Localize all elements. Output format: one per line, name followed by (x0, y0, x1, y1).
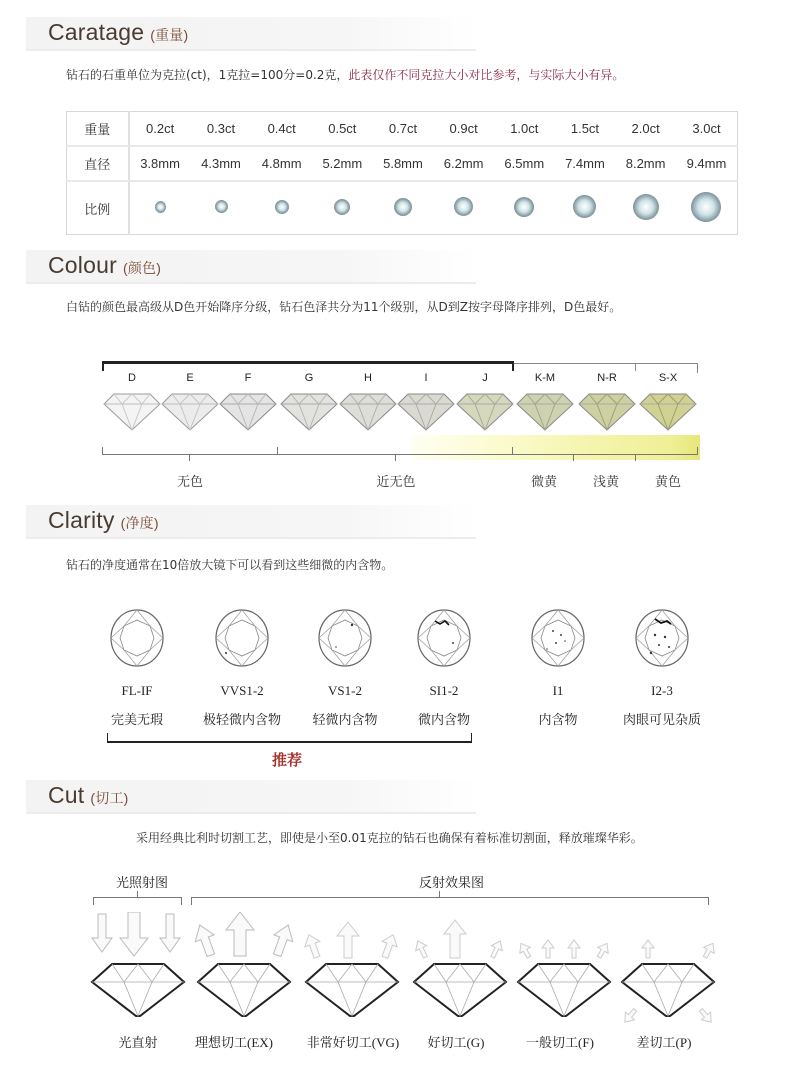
caratage-description: 钻石的石重单位为克拉(ct)，1克拉=100分=0.2克，此表仅作不同克拉大小对比参考，与实际大小有异。 (66, 68, 625, 82)
clarity-item-fl-if (87, 607, 187, 728)
bracket-tick (512, 447, 513, 455)
weight-cell: 0.2ct (129, 112, 191, 147)
cut-fair-diagram (514, 912, 614, 1022)
row-header-diameter: 直径 (67, 146, 129, 181)
diamond-scale-icon (433, 181, 494, 234)
category-colorless: 无色 (176, 474, 203, 489)
grade-label-j: J (482, 372, 488, 384)
diamond-scale-icon (555, 181, 616, 234)
bracket-tick (102, 447, 103, 455)
table-row-diameter (67, 146, 738, 181)
bracket-tick (277, 447, 278, 455)
clarity-grade: SI1-2 (429, 683, 459, 698)
row-header-weight: 重量 (67, 112, 129, 147)
diameter-cell: 8.2mm (615, 146, 676, 181)
clarity-grade: FL-IF (121, 683, 153, 698)
category-near-colorless: 近无色 (376, 474, 416, 489)
weight-cell: 0.3ct (191, 112, 252, 147)
grade-label-d: D (128, 372, 136, 384)
bracket-bottom (102, 454, 698, 455)
cut-title: Cut (切工) (48, 782, 129, 808)
grade-label-k-m: K-M (534, 372, 556, 384)
clarity-grade: VVS1-2 (220, 683, 264, 698)
yellow-gradient-band (410, 435, 700, 460)
diameter-cell: 5.2mm (312, 146, 373, 181)
diamond-scale-icon (312, 181, 373, 234)
grade-label-f: F (244, 372, 252, 384)
grade-label-h: H (364, 372, 372, 384)
bracket-tick (708, 897, 709, 905)
cut-very-good-diagram (302, 912, 402, 1022)
cut-header (26, 780, 476, 814)
bracket-tick (471, 733, 472, 743)
round-diamond-top-icon (213, 607, 271, 669)
diamond-scale-icon (373, 181, 434, 234)
cut-label-ex: 理想切工(EX) (195, 1035, 273, 1050)
weight-cell: 1.5ct (555, 112, 616, 147)
bracket-tick (697, 447, 698, 455)
recommend-label: 推荐 (272, 751, 303, 769)
cut-poor-diagram (618, 912, 718, 1032)
diamond-icon (279, 390, 339, 432)
bracket-tick (137, 891, 138, 897)
clarity-title: Clarity (净度) (48, 507, 159, 533)
diamond-scale-icon (676, 181, 738, 234)
weight-cell: 2.0ct (615, 112, 676, 147)
bracket-tick (573, 455, 574, 461)
colour-header (26, 250, 476, 284)
clarity-grade: I2-3 (651, 683, 673, 698)
round-diamond-top-icon (529, 607, 587, 669)
clarity-item-i2-3 (612, 607, 712, 728)
table-row-weight (67, 112, 738, 147)
cut-ideal-diagram (194, 912, 294, 1022)
carat-size-table (66, 111, 738, 235)
cut-label-direct: 光直射 (118, 1035, 158, 1050)
diamond-scale-icon (615, 181, 676, 234)
diameter-cell: 6.2mm (433, 146, 494, 181)
group-label-reflect: 反射效果图 (419, 875, 485, 890)
round-diamond-top-icon (415, 607, 473, 669)
diamond-icon (338, 390, 398, 432)
bracket-tick (395, 455, 396, 461)
grade-label-n-r: N-R (597, 372, 617, 384)
diamond-scale-icon (494, 181, 555, 234)
cut-label-f: 一般切工(F) (526, 1035, 594, 1050)
bracket-tick (635, 455, 636, 461)
clarity-item-vvs (192, 607, 292, 728)
weight-cell: 0.4ct (251, 112, 312, 147)
colour-scale (100, 355, 700, 495)
diameter-cell: 3.8mm (129, 146, 191, 181)
bracket-tick (189, 455, 190, 461)
round-diamond-top-icon (633, 607, 691, 669)
colour-description: 白钻的颜色最高级从D色开始降序分级，钻石色泽共分为11个级别，从D到Z按字母降序排列，D色最好。 (66, 300, 622, 314)
diameter-cell: 4.3mm (191, 146, 252, 181)
bracket-tick (181, 897, 182, 905)
diameter-cell: 6.5mm (494, 146, 555, 181)
light-direct-diagram (88, 912, 188, 1022)
cut-description: 采用经典比利时切割工艺，即使是小至0.01克拉的钻石也确保有着标准切割面，释放璀璨华彩。 (136, 831, 643, 845)
colour-title: Colour (颜色) (48, 252, 162, 278)
category-yellow: 黄色 (654, 474, 681, 489)
diameter-cell: 5.8mm (373, 146, 434, 181)
category-light-yellow: 浅黄 (592, 474, 619, 489)
diamond-scale-icon (191, 181, 252, 234)
bracket-tick (93, 897, 94, 905)
weight-cell: 0.9ct (433, 112, 494, 147)
clarity-desc: 极轻微内含物 (202, 712, 281, 727)
clarity-grade: I1 (552, 683, 564, 698)
bracket-tick (107, 733, 108, 743)
group-label-light: 光照射图 (116, 875, 169, 890)
clarity-grade: VS1-2 (328, 683, 362, 698)
bracket-light (93, 897, 182, 898)
weight-cell: 0.7ct (373, 112, 434, 147)
clarity-desc: 轻微内含物 (312, 712, 378, 727)
bracket-reflect (191, 897, 709, 898)
recommend-bracket (107, 741, 472, 743)
diamond-icon (638, 390, 698, 432)
diamond-icon (577, 390, 637, 432)
clarity-desc: 微内含物 (417, 712, 470, 727)
round-diamond-top-icon (316, 607, 374, 669)
diamond-icon (160, 390, 220, 432)
clarity-desc: 完美无瑕 (110, 712, 163, 727)
clarity-item-si (394, 607, 494, 728)
grade-label-e: E (186, 372, 194, 384)
bracket-tick (635, 363, 636, 371)
caratage-title: Caratage (重量) (48, 19, 189, 45)
diameter-cell: 4.8mm (251, 146, 312, 181)
clarity-description: 钻石的净度通常在10倍放大镜下可以看到这些细微的内含物。 (66, 558, 394, 572)
grade-label-g: G (304, 372, 314, 384)
round-diamond-top-icon (108, 607, 166, 669)
diamond-icon (515, 390, 575, 432)
diamond-icon (396, 390, 456, 432)
bracket-colorless-top (102, 361, 512, 364)
cut-label-g: 好切工(G) (427, 1035, 485, 1050)
weight-cell: 1.0ct (494, 112, 555, 147)
diamond-icon (455, 390, 515, 432)
grade-label-s-x: S-X (658, 372, 678, 384)
bracket-tick (102, 361, 104, 371)
weight-cell: 3.0ct (676, 112, 738, 147)
bracket-yellow-top (514, 363, 698, 364)
cut-good-diagram (410, 912, 510, 1022)
caratage-header (26, 17, 476, 51)
bracket-tick (439, 891, 440, 897)
weight-cell: 0.5ct (312, 112, 373, 147)
clarity-header (26, 505, 476, 539)
clarity-desc: 内含物 (538, 712, 578, 727)
diamond-scale-icon (129, 181, 191, 234)
clarity-item-vs (295, 607, 395, 728)
diamond-scale-icon (251, 181, 312, 234)
diamond-icon (218, 390, 278, 432)
table-row-scale (67, 181, 738, 234)
row-header-scale: 比例 (67, 181, 129, 234)
clarity-desc: 肉眼可见杂质 (622, 712, 701, 727)
diameter-cell: 9.4mm (676, 146, 738, 181)
cut-label-vg: 非常好切工(VG) (306, 1035, 400, 1050)
category-faint-yellow: 微黄 (530, 474, 557, 489)
cut-label-p: 差切工(P) (636, 1035, 692, 1050)
grade-label-i: I (424, 372, 428, 384)
clarity-item-i1 (508, 607, 608, 728)
bracket-tick (191, 897, 192, 905)
diameter-cell: 7.4mm (555, 146, 616, 181)
diamond-icon (102, 390, 162, 432)
